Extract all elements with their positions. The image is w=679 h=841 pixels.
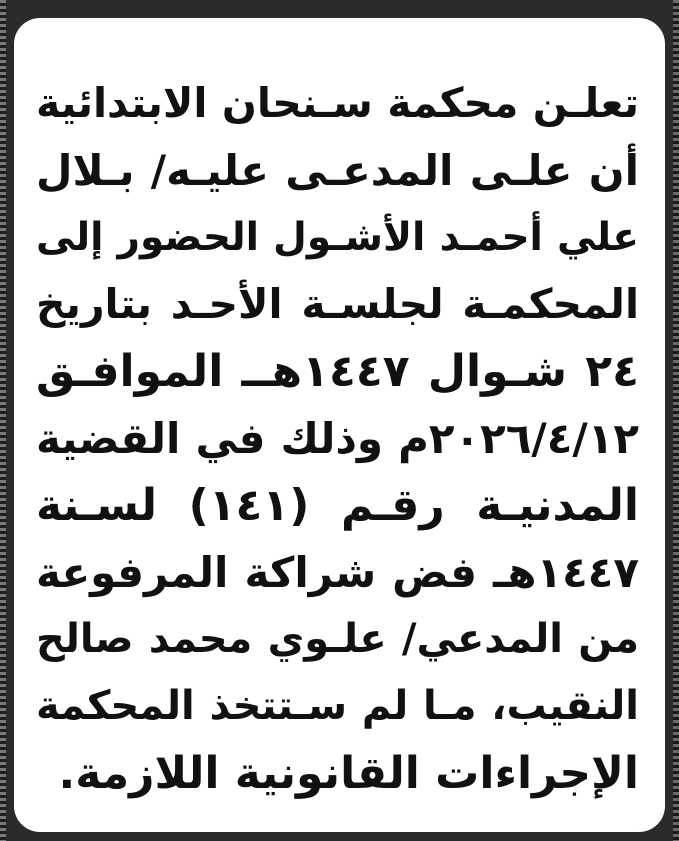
frame-left-edge xyxy=(0,0,6,841)
notice-line-2: أن علـى المدعـى عليـه/ بـلال xyxy=(36,146,639,195)
notice-line-9: من المدعي/ علـوي محمد صالح xyxy=(36,616,639,662)
notice-panel xyxy=(14,18,665,832)
notice-line-3: علي أحمـد الأشـول الحضور إلى xyxy=(36,215,639,260)
notice-line-5: ٢٤ شـوال ١٤٤٧هــ الموافـق xyxy=(36,346,639,397)
notice-line-1: تعلـن محكمة سـنحان الابتدائية xyxy=(36,79,639,127)
notice-line-7: المدنيـة رقـم (١٤١) لسـنة xyxy=(36,480,639,531)
notice-line-6: ٢٠٢٦/٤/١٢م وذلك في القضية xyxy=(36,414,639,463)
notice-text xyxy=(36,70,639,807)
notice-line-10: النقيب، مـا لم سـتتخذ المحكمة xyxy=(36,683,639,729)
frame-right-edge xyxy=(673,0,679,841)
notice-line-4: المحكمـة لجلسـة الأحـد بتاريخ xyxy=(36,280,639,328)
notice-line-11: الإجراءات القانونية اللازمة. xyxy=(58,748,639,799)
notice-line-8: ١٤٤٧هـ فض شراكة المرفوعة xyxy=(36,548,639,597)
